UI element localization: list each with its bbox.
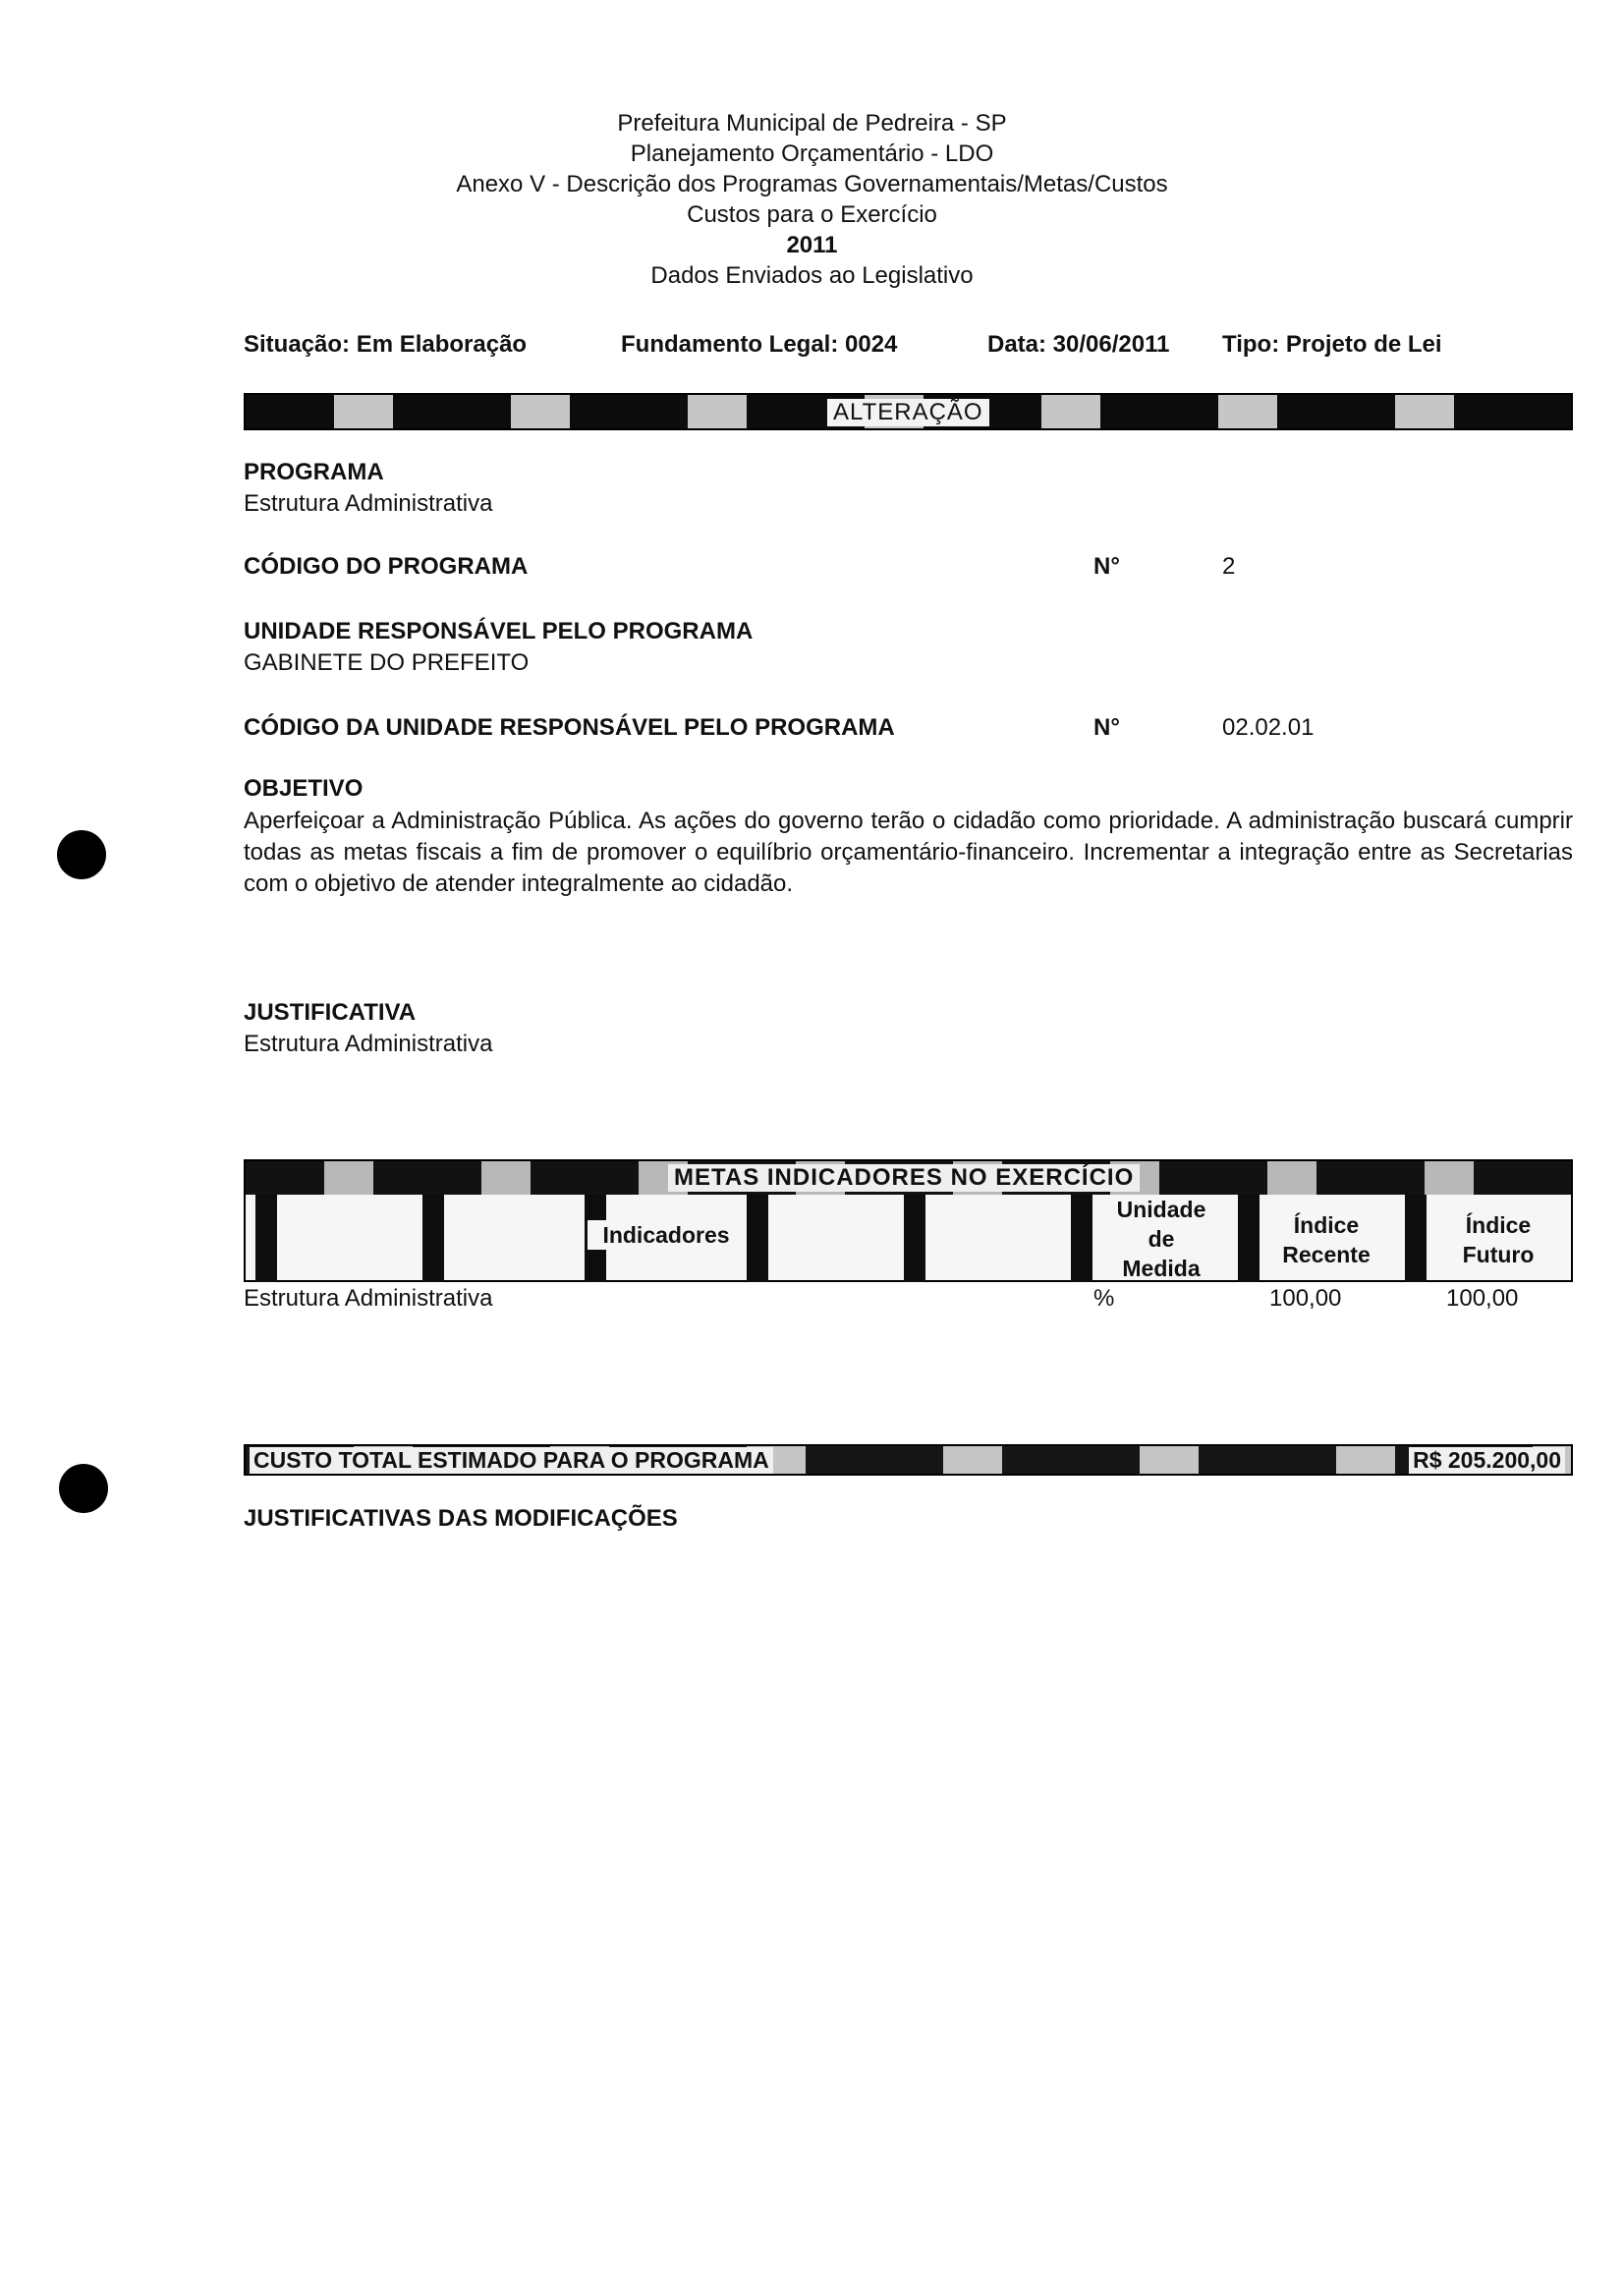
codigo-programa-value: 2 [1222, 553, 1236, 580]
alteracao-bar [244, 393, 1573, 430]
custo-total-label: CUSTO TOTAL ESTIMADO PARA O PROGRAMA [250, 1447, 773, 1474]
custo-total-bar [244, 1444, 1573, 1476]
unidade-value: GABINETE DO PREFEITO [244, 649, 530, 676]
table-row-recente: 100,00 [1269, 1285, 1342, 1312]
situacao: Situação: Em Elaboração [244, 331, 528, 358]
justificativa-label: JUSTIFICATIVA [244, 999, 417, 1026]
col-unidade-medida [1092, 1195, 1230, 1283]
header-line-6: Dados Enviados ao Legislativo [650, 262, 974, 289]
col-recente-line2: Recente [1282, 1242, 1371, 1267]
scan-block [747, 1195, 768, 1282]
col-indice-futuro [1429, 1210, 1567, 1269]
header-line-4: Custos para o Exercício [687, 201, 937, 228]
header-line-3: Anexo V - Descrição dos Programas Governamentais/Metas/Custos [456, 171, 1168, 197]
punch-hole [57, 830, 106, 879]
justificativa-value: Estrutura Administrativa [244, 1031, 493, 1057]
scan-block [422, 1195, 444, 1282]
col-unidade-line1: Unidade [1116, 1197, 1206, 1222]
indicadores-table-header [244, 1159, 1573, 1282]
col-futuro-line2: Futuro [1462, 1242, 1535, 1267]
col-unidade-line3: Medida [1122, 1256, 1201, 1281]
col-unidade-line2: de [1148, 1226, 1175, 1252]
data: Data: 30/06/2011 [987, 331, 1170, 358]
punch-hole [59, 1464, 108, 1513]
header-line-2: Planejamento Orçamentário - LDO [630, 140, 994, 167]
codigo-programa-label: CÓDIGO DO PROGRAMA [244, 553, 529, 580]
programa-value: Estrutura Administrativa [244, 490, 493, 517]
table-row-indicador: Estrutura Administrativa [244, 1285, 493, 1312]
scan-block [1238, 1195, 1260, 1282]
codigo-unidade-label: CÓDIGO DA UNIDADE RESPONSÁVEL PELO PROGRAMA [244, 714, 895, 741]
scan-block [904, 1195, 925, 1282]
table-row-futuro: 100,00 [1446, 1285, 1519, 1312]
scan-block [255, 1195, 277, 1282]
fundamento-legal: Fundamento Legal: 0024 [621, 331, 898, 358]
indicadores-title: METAS INDICADORES NO EXERCÍCIO [668, 1164, 1140, 1192]
codigo-programa-num-label: N° [1093, 553, 1120, 580]
col-indicadores: Indicadores [588, 1220, 745, 1250]
scan-block [1071, 1195, 1092, 1282]
document-header [0, 108, 1624, 291]
justificativas-modificacoes-label: JUSTIFICATIVAS DAS MODIFICAÇÕES [244, 1505, 678, 1532]
codigo-unidade-value: 02.02.01 [1222, 714, 1315, 741]
objetivo-text: Aperfeiçoar a Administração Pública. As ações do governo terão o cidadão como prioridade. A administração buscará cumprir todas as metas fiscais a fim de promover o equilíbrio orçamentário-financeiro. Incrementar a integração entre as Secretarias com o objetivo de atender integralmente ao cidadão. [244, 808, 1573, 897]
col-recente-line1: Índice [1293, 1212, 1360, 1238]
header-line-1: Prefeitura Municipal de Pedreira - SP [617, 110, 1007, 137]
col-indice-recente [1258, 1210, 1395, 1269]
unidade-label: UNIDADE RESPONSÁVEL PELO PROGRAMA [244, 618, 754, 644]
programa-label: PROGRAMA [244, 459, 384, 485]
col-futuro-line1: Índice [1465, 1212, 1532, 1238]
objetivo-label: OBJETIVO [244, 775, 364, 802]
scan-block [1405, 1195, 1427, 1282]
alteracao-label: ALTERAÇÃO [827, 399, 989, 426]
custo-total-value: R$ 205.200,00 [1409, 1447, 1565, 1474]
header-year: 2011 [786, 232, 838, 258]
tipo: Tipo: Projeto de Lei [1222, 331, 1442, 358]
table-row-unidade: % [1093, 1285, 1115, 1312]
codigo-unidade-num-label: N° [1093, 714, 1120, 741]
